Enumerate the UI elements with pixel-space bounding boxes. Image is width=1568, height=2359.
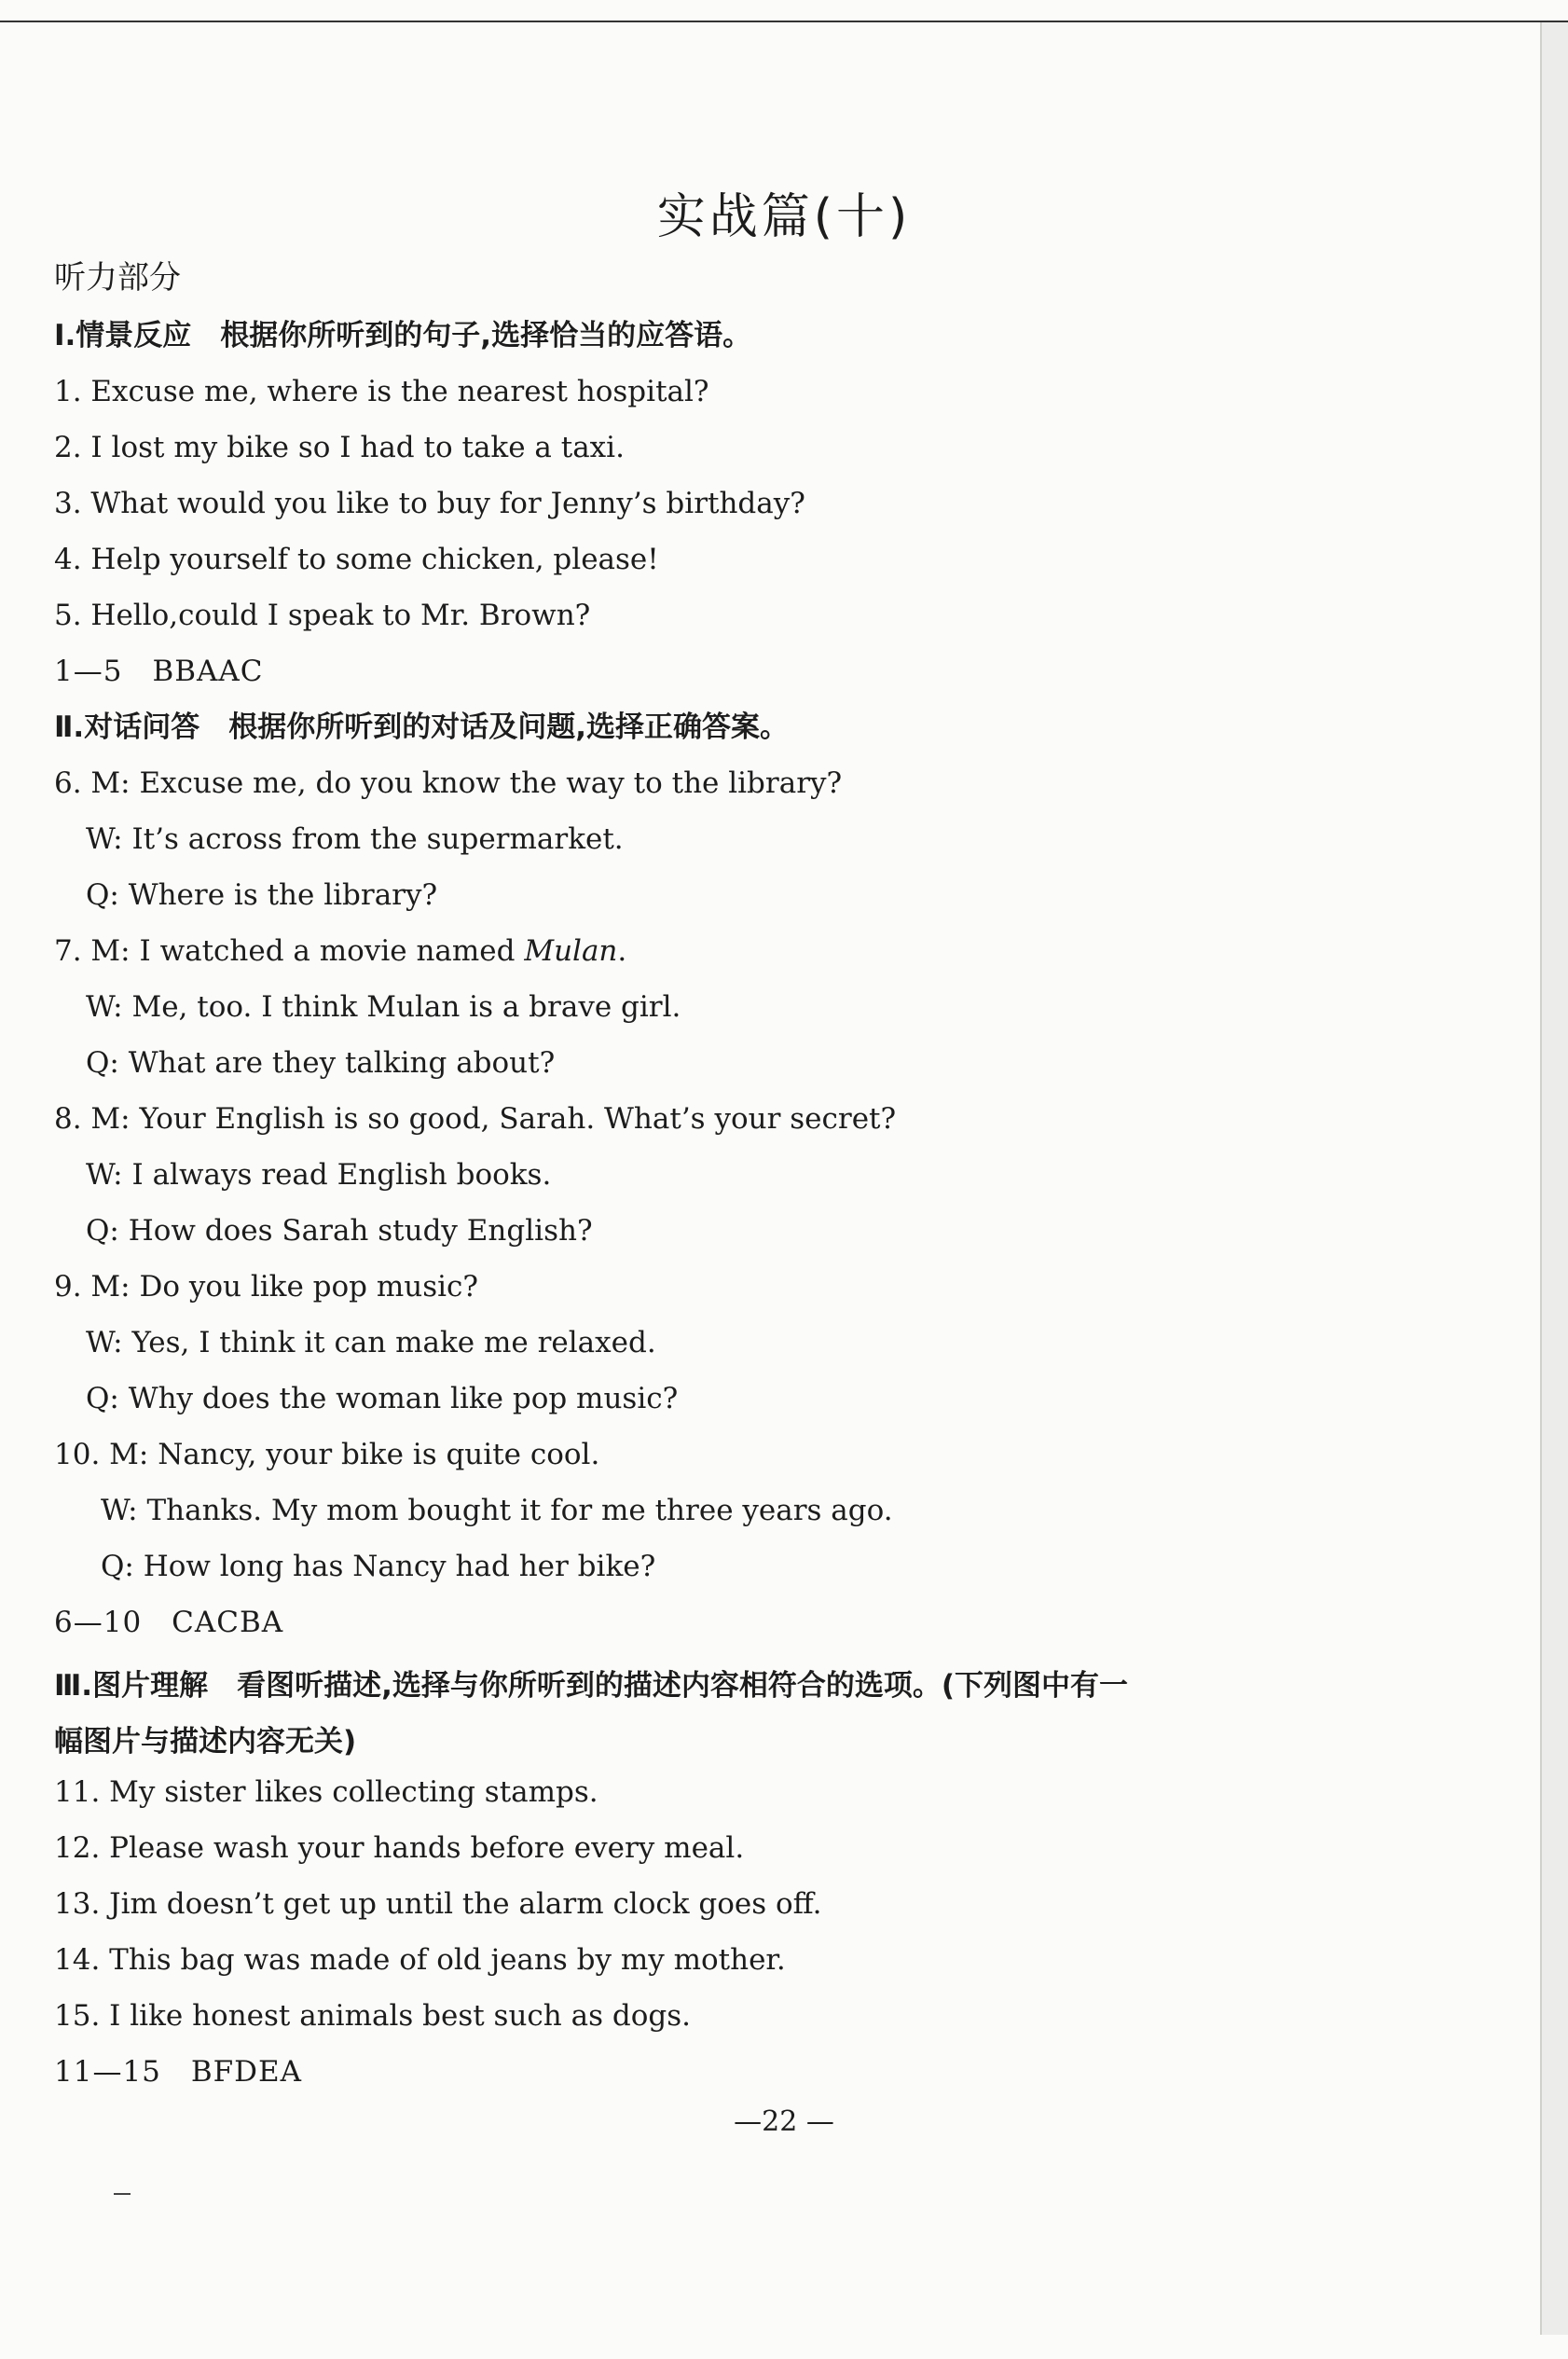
movie-title: Mulan [524,934,618,968]
section-1-heading: Ⅰ.情景反应 根据你所听到的句子,选择恰当的应答语。 [54,319,752,352]
dialogue-10-question: Q: How long has Nancy had her bike? [101,1550,656,1583]
section-2-answer: 6—10 CACBA [54,1606,284,1639]
section-3-answer: 11—15 BFDEA [54,2055,303,2089]
dialogue-9-question: Q: Why does the woman like pop music? [86,1382,679,1415]
page-edge [1540,22,1568,2335]
section-2-heading: Ⅱ.对话问答 根据你所听到的对话及问题,选择正确答案。 [54,710,789,744]
dialogue-7-woman: W: Me, too. I think Mulan is a brave girl. [86,990,681,1024]
dialogue-10-woman: W: Thanks. My mom bought it for me three years ago. [101,1494,893,1527]
stray-mark [114,2193,131,2195]
question-2: 2. I lost my bike so I had to take a taxi. [54,431,625,464]
question-14: 14. This bag was made of old jeans by my mother. [54,1943,786,1977]
dialogue-8-woman: W: I always read English books. [86,1158,552,1192]
page-number: —22 — [734,2105,834,2138]
dialogue-7-man-text: 7. M: I watched a movie named [54,934,525,968]
section-3-heading-cont: 幅图片与描述内容无关) [54,1725,357,1759]
question-15: 15. I like honest animals best such as dogs. [54,1999,691,2033]
dialogue-9-man: 9. M: Do you like pop music? [54,1270,479,1304]
section-3-heading: Ⅲ.图片理解 看图听描述,选择与你所听到的描述内容相符合的选项。(下列图中有一 [54,1669,1129,1703]
dialogue-6-question: Q: Where is the library? [86,878,438,912]
part-label: 听力部分 [54,259,181,297]
question-5: 5. Hello,could I speak to Mr. Brown? [54,599,591,632]
dialogue-6-woman: W: It’s across from the supermarket. [86,822,624,856]
question-1: 1. Excuse me, where is the nearest hospital? [54,375,709,408]
question-4: 4. Help yourself to some chicken, please! [54,543,659,576]
dialogue-6-man: 6. M: Excuse me, do you know the way to the library? [54,766,843,800]
dialogue-7-man [54,932,626,970]
question-12: 12. Please wash your hands before every meal. [54,1831,745,1865]
section-1-answer: 1—5 BBAAC [54,655,264,688]
dialogue-7-man-end: . [617,934,627,968]
dialogue-10-man: 10. M: Nancy, your bike is quite cool. [54,1438,600,1471]
page-title: 实战篇(十) [656,189,912,245]
dialogue-8-man: 8. M: Your English is so good, Sarah. What’s your secret? [54,1102,897,1136]
dialogue-8-question: Q: How does Sarah study English? [86,1214,593,1248]
dialogue-7-question: Q: What are they talking about? [86,1046,556,1080]
question-3: 3. What would you like to buy for Jenny’s birthday? [54,487,805,520]
question-13: 13. Jim doesn’t get up until the alarm clock goes off. [54,1887,822,1921]
dialogue-9-woman: W: Yes, I think it can make me relaxed. [86,1326,656,1359]
question-11: 11. My sister likes collecting stamps. [54,1775,598,1809]
